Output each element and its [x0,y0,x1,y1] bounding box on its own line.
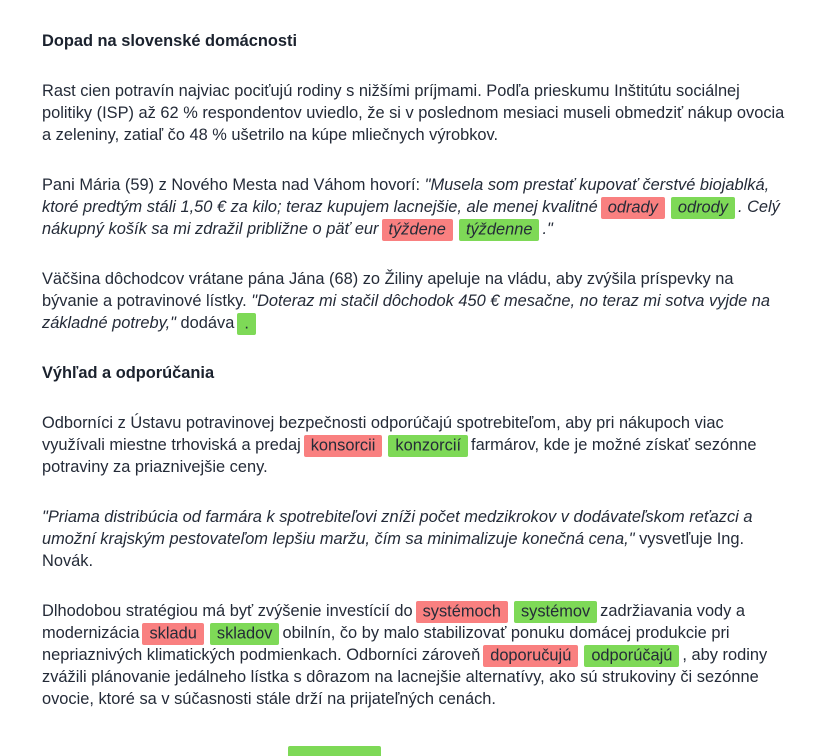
diff-inserted-text[interactable]: konzorcií [388,435,468,458]
paragraph [42,174,791,240]
paragraph [42,412,791,478]
text-run: "Doteraz mi stačil dôchodok 450 € mesačne, no teraz mi sotva vyjde na základné potreby," [42,292,770,332]
text-run: . Celý nákupný košík sa mi zdražil približne o päť eur [42,198,780,238]
diff-deleted-text[interactable]: doporučujú [483,645,578,668]
text-run: Odborníci z Ústavu potravinovej bezpečnosti odporúčajú spotrebiteľom, aby pri nákupoch viac využívali miestne trhoviská a predaj [42,414,724,454]
diff-inserted-text[interactable]: odrody [671,197,735,220]
text-run: farmárov, kde je možné získať sezónne potraviny za priaznivejšie ceny. [42,436,757,476]
text-run: dodáva [176,314,235,332]
text-run: Rast cien potravín najviac pociťujú rodiny s nižšími príjmami. Podľa prieskumu Inštitútu sociálnej politiky (ISP) až 62 % respondentov uviedlo, že si v poslednom mesiaci museli obmedziť nákup ovocia a zeleniny, zatiaľ čo 48 % ušetrilo na kúpe mliečnych výrobkov. [42,82,785,144]
section-heading [42,362,791,384]
diff-inserted-text[interactable]: odporúčajú [584,645,679,668]
diff-deleted-text[interactable]: skladu [142,623,203,646]
text-run: vysvetľuje Ing. Novák. [42,530,745,570]
diff-deleted-text[interactable]: týždene [382,219,453,242]
text-run: zadržiavania vody a modernizácia [42,602,746,642]
paragraph [42,506,791,572]
diff-deleted-text[interactable]: odrady [601,197,665,220]
text-run: Dlhodobou stratégiou má byť zvýšenie investícií do [42,602,413,620]
text-run: obilnín, čo by malo stabilizovať ponuku domácej produkcie pri nepriaznivých klimatických podmienkach. Odborníci zároveň [42,624,730,664]
paragraph [42,600,791,710]
diff-inserted-text[interactable]: systémov [514,601,597,624]
diff-inserted-text[interactable]: skladov [210,623,280,646]
diff-deleted-text[interactable]: konsorcii [304,435,383,458]
paragraph [42,80,791,146]
diff-inserted-text[interactable]: týždenne [459,219,540,242]
text-run: Výhľad a odporúčania [42,364,215,382]
diff-deleted-text[interactable]: systémoch [416,601,508,624]
text-run: "Musela som prestať kupovať čerstvé biojablká, ktoré predtým stáli 1,50 € za kilo; teraz kupujem lacnejšie, ale menej kvalitné [42,176,770,216]
diff-inserted-text[interactable]: . [237,313,256,336]
paragraph [42,268,791,334]
text-run: Dopad na slovenské domácnosti [42,32,298,50]
diff-inserted-text-cutoff[interactable] [288,746,381,756]
text-run: , aby rodiny zvážili plánovanie jedálneho lístka s dôrazom na lacnejšie alternatívy, ako sú strukoviny či sezónne ovocie, ktoré sa v súčasnosti stále drží na prijateľných cenách. [42,646,768,708]
text-run: Väčšina dôchodcov vrátane pána Jána (68) zo Žiliny apeluje na vládu, aby zvýšila príspevky na bývanie a potravinové lístky. [42,270,734,310]
text-run: Pani Mária (59) z Nového Mesta nad Váhom hovorí: [42,176,425,194]
section-heading [42,30,791,52]
text-run: ." [542,220,553,238]
text-run: "Priama distribúcia od farmára k spotrebiteľovi zníži počet medzikrokov v dodávateľskom reťazci a umožní krajským pestovateľom lepšiu maržu, čím sa minimalizuje konečná cena," [42,508,753,548]
